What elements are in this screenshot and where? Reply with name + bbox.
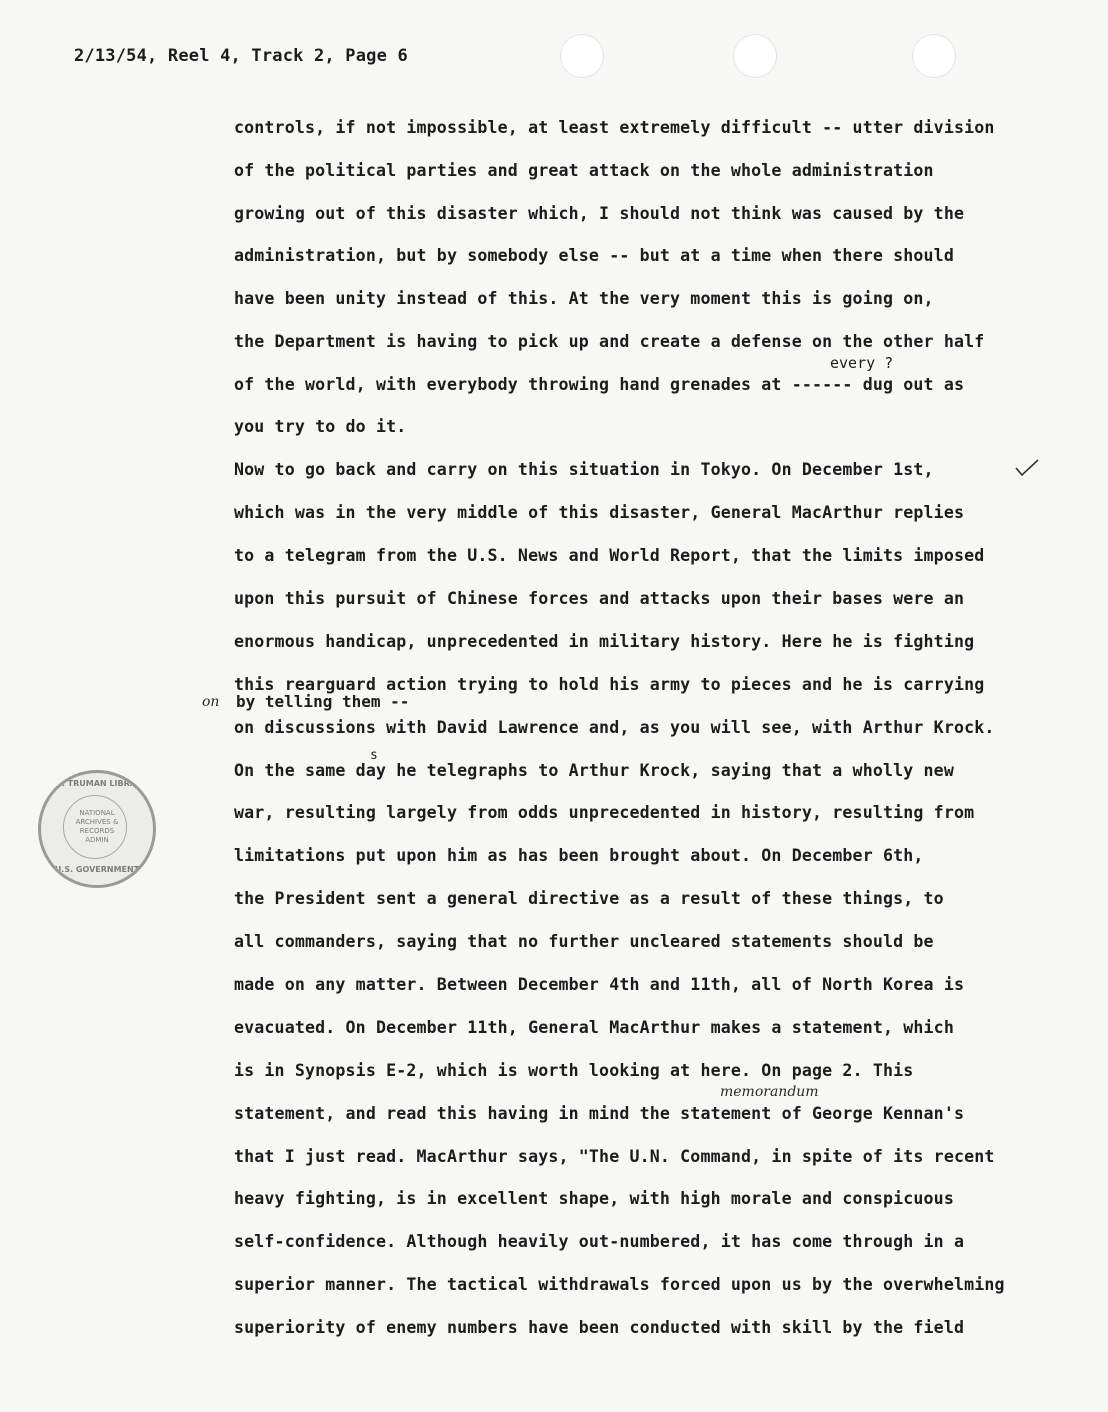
text-line: on discussions with David Lawrence and, as you will see, with Arthur Krock. — [234, 718, 995, 737]
text-line: made on any matter. Between December 4th and 11th, all of North Korea is — [234, 975, 965, 994]
stamp-line: ARCHIVES & — [75, 818, 119, 826]
text-line: upon this pursuit of Chinese forces and attacks upon their bases were an — [234, 589, 965, 608]
text-line: war, resulting largely from odds unprecedented in history, resulting from — [234, 803, 975, 822]
check-mark-icon — [1014, 458, 1040, 478]
text-line: growing out of this disaster which, I should not think was caused by the — [234, 204, 965, 223]
text-line: enormous handicap, unprecedented in military history. Here he is fighting — [234, 632, 975, 651]
text-line: is in Synopsis E-2, which is worth looking at here. On page 2. This — [234, 1061, 914, 1080]
annotation-every: every ? — [830, 354, 894, 372]
punch-hole-left — [560, 34, 604, 78]
text-line: of the political parties and great attack on the whole administration — [234, 161, 934, 180]
stamp-line: RECORDS — [79, 827, 115, 835]
punch-hole-right — [912, 34, 956, 78]
text-line: On the same day he telegraphs to Arthur Krock, saying that a wholly new — [234, 761, 954, 780]
text-line: that I just read. MacArthur says, "The U.N. Command, in spite of its recent — [234, 1147, 995, 1166]
text-line: the President sent a general directive as a result of these things, to — [234, 889, 944, 908]
text-line: which was in the very middle of this disaster, General MacArthur replies — [234, 503, 965, 522]
text-line: the Department is having to pick up and create a defense on the other half — [234, 332, 985, 351]
text-line: evacuated. On December 11th, General MacArthur makes a statement, which — [234, 1018, 954, 1037]
stamp-bottom-text: U.S. GOVERNMENT — [54, 865, 140, 874]
text-line: of the world, with everybody throwing hand grenades at ------ dug out as — [234, 375, 965, 394]
text-line: administration, but by somebody else -- but at a time when there should — [234, 246, 954, 265]
text-line: self-confidence. Although heavily out-numbered, it has come through in a — [234, 1232, 965, 1251]
text-line: to a telegram from the U.S. News and World Report, that the limits imposed — [234, 546, 985, 565]
text-line: all commanders, saying that no further uncleared statements should be — [234, 932, 934, 951]
text-line: this rearguard action trying to hold his army to pieces and he is carrying — [234, 675, 985, 694]
stamp-top-text: U.S. TRUMAN LIBRARY — [46, 779, 148, 788]
text-line: Now to go back and carry on this situation in Tokyo. On December 1st, — [234, 460, 934, 479]
text-line: you try to do it. — [234, 417, 407, 436]
page-header: 2/13/54, Reel 4, Track 2, Page 6 — [74, 46, 408, 66]
text-line: limitations put upon him as has been brought about. On December 6th, — [234, 846, 924, 865]
annotation-by-telling: by telling them -- — [236, 692, 410, 711]
text-line: superiority of enemy numbers have been conducted with skill by the field — [234, 1318, 965, 1337]
punch-hole-center — [733, 34, 777, 78]
stamp-line: NATIONAL — [79, 809, 115, 817]
stamp-middle-text — [41, 809, 153, 845]
annotation-s-insert: s — [370, 748, 378, 763]
stamp-line: ADMIN — [85, 836, 109, 844]
annotation-on-margin: on — [202, 694, 220, 710]
text-line: have been unity instead of this. At the very moment this is going on, — [234, 289, 934, 308]
annotation-memorandum: memorandum — [720, 1084, 819, 1100]
truman-library-stamp — [38, 770, 156, 888]
text-line: heavy fighting, is in excellent shape, with high morale and conspicuous — [234, 1189, 954, 1208]
text-line: superior manner. The tactical withdrawals forced upon us by the overwhelming — [234, 1275, 1005, 1294]
text-line: statement, and read this having in mind the statement of George Kennan's — [234, 1104, 965, 1123]
text-line: controls, if not impossible, at least extremely difficult -- utter division — [234, 118, 995, 137]
